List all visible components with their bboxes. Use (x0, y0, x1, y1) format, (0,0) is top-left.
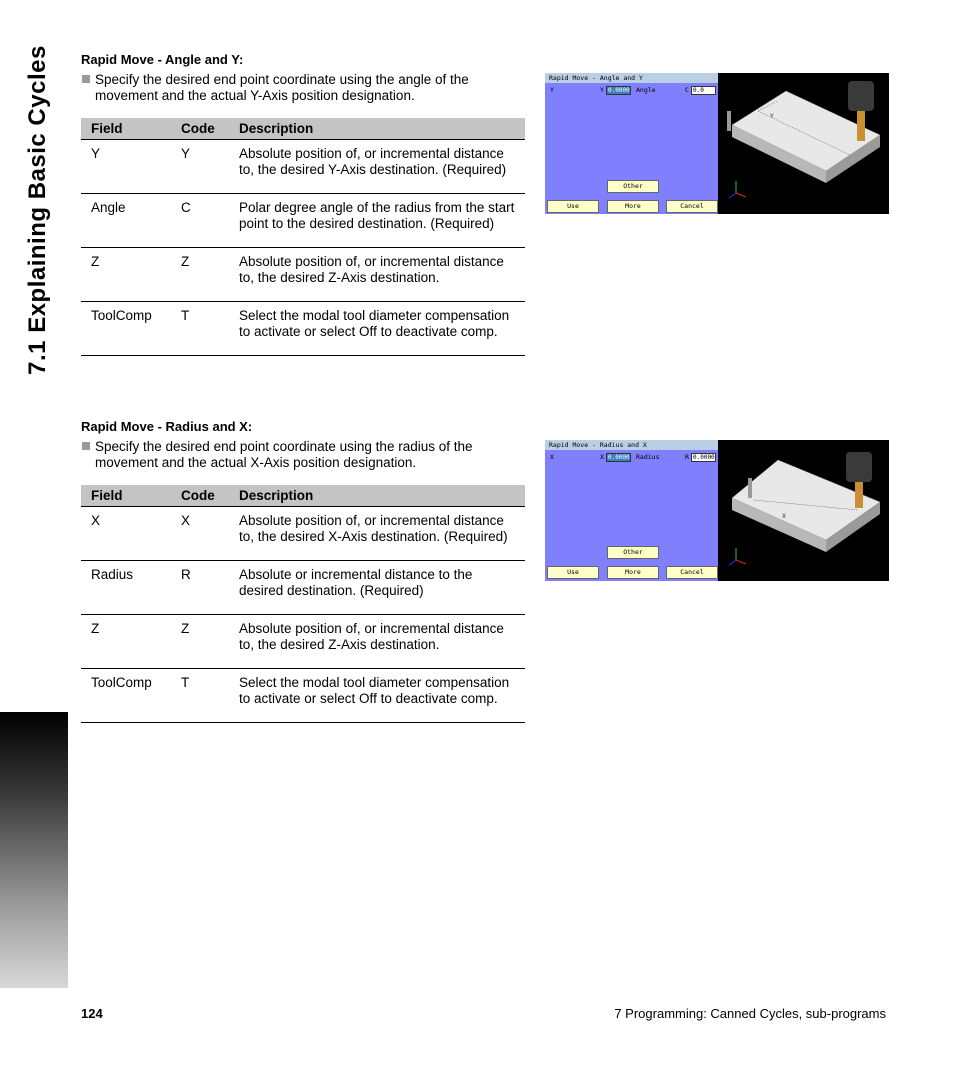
cell-field: Z (81, 615, 171, 669)
cell-field: Y (81, 140, 171, 194)
use-button[interactable]: Use (547, 566, 599, 579)
x-value-input[interactable]: 0.0000 (608, 454, 630, 461)
drill-bit-icon (855, 482, 863, 508)
more-button[interactable]: More (607, 200, 659, 213)
cell-description: Absolute or incremental distance to the desired destination. (Required) (229, 561, 525, 615)
field-label: Radius (636, 453, 660, 461)
section-title: Rapid Move - Angle and Y: (81, 52, 244, 67)
cell-field: Radius (81, 561, 171, 615)
table-row (81, 615, 525, 669)
page-number: 124 (81, 1006, 103, 1021)
radius-value-input[interactable]: 0.0000 (693, 454, 715, 461)
spindle-icon (848, 81, 874, 111)
axis-z-icon (729, 193, 736, 198)
header-code: Code (171, 118, 229, 140)
cell-description: Absolute position of, or incremental distance to, the desired Z-Axis destination. (229, 615, 525, 669)
3d-part-view (718, 440, 889, 581)
dialog-panel (545, 73, 718, 214)
table-header-row (81, 485, 525, 507)
field-label: Y (550, 86, 554, 94)
axis-mark: Y (770, 113, 774, 120)
axis-mark: X (782, 513, 787, 520)
cell-description: Select the modal tool diameter compensation to activate or select Off to deactivate comp. (229, 302, 525, 356)
screenshot-radius-x (545, 440, 889, 581)
dialog-title: Rapid Move - Radius and X (545, 440, 718, 450)
3d-part-view (718, 73, 889, 214)
table-row (81, 507, 525, 561)
dialog-panel (545, 440, 718, 581)
side-gradient-bar (0, 712, 68, 988)
side-section-title: 7.1 Explaining Basic Cycles (24, 45, 51, 375)
cell-field: Angle (81, 194, 171, 248)
cell-field: ToolComp (81, 302, 171, 356)
header-description: Description (229, 118, 525, 140)
cell-description: Polar degree angle of the radius from the start point to the desired destination. (Required) (229, 194, 525, 248)
other-button[interactable]: Other (607, 180, 659, 193)
table-row (81, 302, 525, 356)
dialog-fields-row (545, 452, 718, 463)
more-button[interactable]: More (607, 566, 659, 579)
table-row (81, 669, 525, 723)
cell-field: X (81, 507, 171, 561)
cell-code: Z (171, 615, 229, 669)
axis-z-icon (729, 560, 736, 565)
header-description: Description (229, 485, 525, 507)
bullet-square-icon (82, 75, 90, 83)
table-row (81, 194, 525, 248)
use-button[interactable]: Use (547, 200, 599, 213)
table-row (81, 140, 525, 194)
section-radius-x (81, 419, 525, 723)
table-header-row (81, 118, 525, 140)
cell-code: Z (171, 248, 229, 302)
section-angle-y (81, 52, 525, 356)
cell-field: Z (81, 248, 171, 302)
cell-code: R (171, 561, 229, 615)
cell-code: C (171, 194, 229, 248)
field-label: X (550, 453, 554, 461)
cell-description: Absolute position of, or incremental distance to, the desired X-Axis destination. (Required) (229, 507, 525, 561)
chapter-footer: 7 Programming: Canned Cycles, sub-programs (614, 1006, 886, 1021)
cell-description: Absolute position of, or incremental distance to, the desired Z-Axis destination. (229, 248, 525, 302)
field-code: C (685, 86, 689, 94)
header-code: Code (171, 485, 229, 507)
angle-value-input[interactable]: 0.0 (691, 86, 716, 95)
field-table (81, 485, 525, 723)
cell-code: T (171, 669, 229, 723)
bullet-text: Specify the desired end point coordinate using the radius of the movement and the actual X-Axis position designation. (81, 439, 525, 471)
spindle-icon (846, 452, 872, 482)
cell-field: ToolComp (81, 669, 171, 723)
y-value-input[interactable]: 0.0000 (608, 87, 630, 94)
cancel-button[interactable]: Cancel (666, 566, 718, 579)
cancel-button[interactable]: Cancel (666, 200, 718, 213)
field-code: R (685, 453, 689, 461)
field-code: Y (600, 86, 604, 94)
axis-x-icon (736, 193, 746, 197)
tool-stub (748, 478, 752, 498)
other-button[interactable]: Other (607, 546, 659, 559)
cell-description: Absolute position of, or incremental distance to, the desired Y-Axis destination. (Required) (229, 140, 525, 194)
axis-x-icon (736, 560, 746, 564)
header-field: Field (81, 485, 171, 507)
dialog-fields-row (545, 85, 718, 96)
header-field: Field (81, 118, 171, 140)
dialog-title: Rapid Move - Angle and Y (545, 73, 718, 83)
field-table (81, 118, 525, 356)
table-row (81, 561, 525, 615)
tool-stub (727, 111, 731, 131)
bullet-square-icon (82, 442, 90, 450)
bullet-text: Specify the desired end point coordinate using the angle of the movement and the actual Y-Axis position designation. (81, 72, 525, 104)
cell-code: T (171, 302, 229, 356)
drill-bit-icon (857, 111, 865, 141)
cell-code: Y (171, 140, 229, 194)
field-label: Angle (636, 86, 656, 94)
screenshot-angle-y (545, 73, 889, 214)
field-code: X (600, 453, 604, 461)
table-row (81, 248, 525, 302)
cell-description: Select the modal tool diameter compensation to activate or select Off to deactivate comp. (229, 669, 525, 723)
cell-code: X (171, 507, 229, 561)
section-title: Rapid Move - Radius and X: (81, 419, 253, 434)
